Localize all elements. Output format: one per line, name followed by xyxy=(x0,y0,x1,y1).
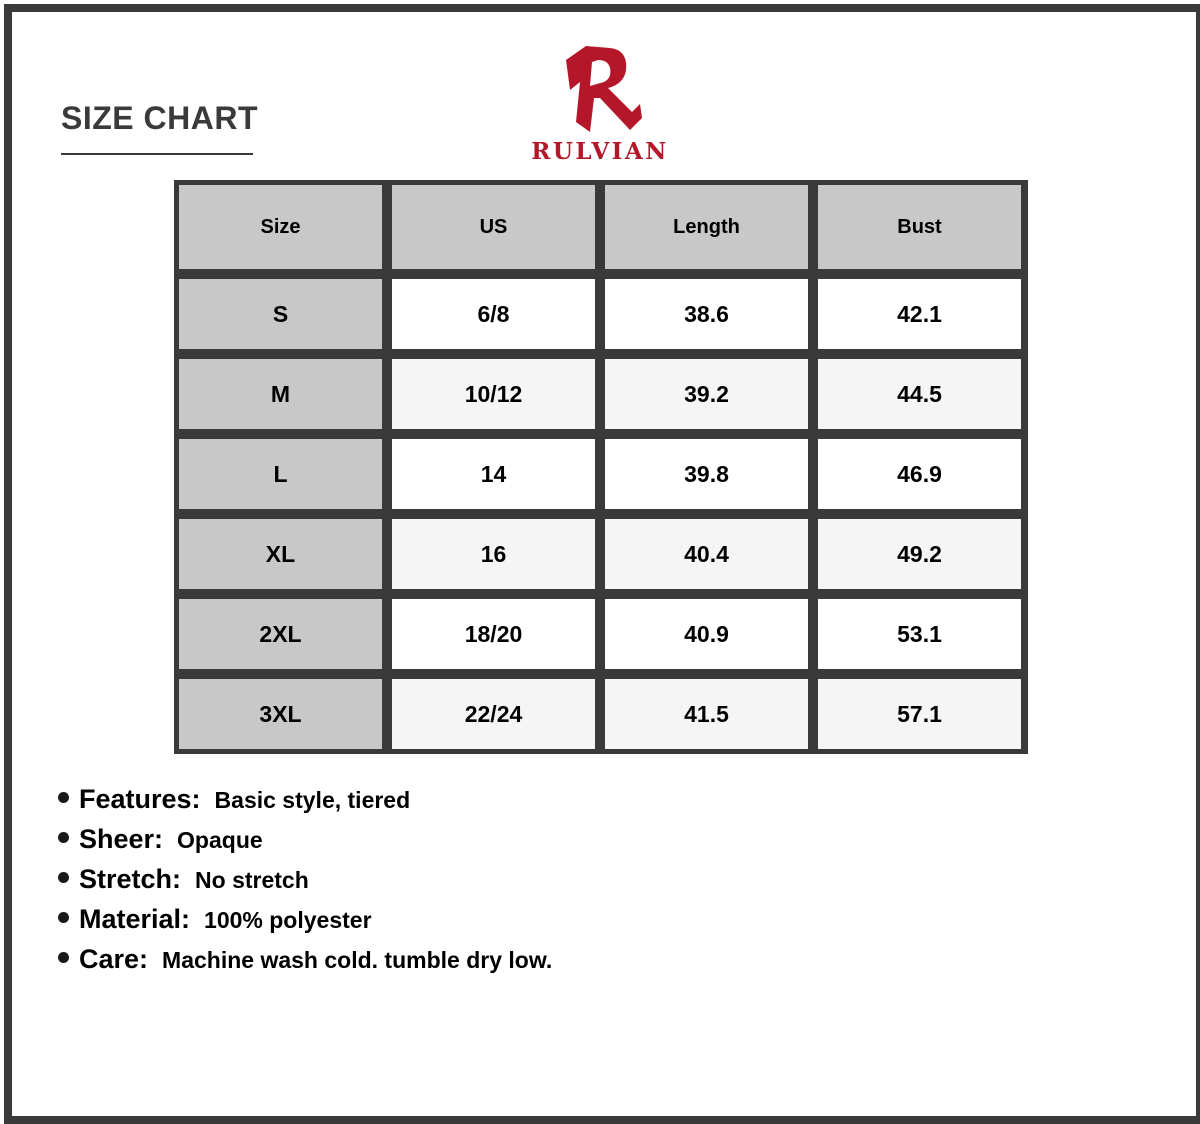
size-label-cell: 3XL xyxy=(179,679,382,749)
feature-value: No stretch xyxy=(195,867,309,893)
feature-label: Sheer: xyxy=(79,824,164,854)
feature-value: Opaque xyxy=(177,827,263,853)
table-cell-us: 14 xyxy=(392,439,595,509)
size-label-cell: 2XL xyxy=(179,599,382,669)
feature-label: Material: xyxy=(79,904,191,934)
feature-label: Care: xyxy=(79,944,149,974)
column-header-size: Size xyxy=(179,185,382,269)
table-cell-length: 38.6 xyxy=(605,279,808,349)
page-title: SIZE CHART xyxy=(61,100,258,136)
bullet-icon xyxy=(58,952,69,963)
table-cell-bust: 44.5 xyxy=(818,359,1021,429)
size-table xyxy=(174,180,1028,754)
table-cell-us: 22/24 xyxy=(392,679,595,749)
size-label-cell: S xyxy=(179,279,382,349)
table-cell-length: 39.8 xyxy=(605,439,808,509)
brand-name: RULVIAN xyxy=(531,138,669,165)
table-cell-bust: 53.1 xyxy=(818,599,1021,669)
bullet-icon xyxy=(58,912,69,923)
table-cell-bust: 49.2 xyxy=(818,519,1021,589)
feature-label: Features: xyxy=(79,784,201,814)
feature-item-material xyxy=(58,904,1058,944)
table-cell-length: 40.4 xyxy=(605,519,808,589)
size-label-cell: L xyxy=(179,439,382,509)
feature-value: Basic style, tiered xyxy=(214,787,411,813)
bullet-icon xyxy=(58,872,69,883)
table-cell-us: 10/12 xyxy=(392,359,595,429)
table-cell-length: 40.9 xyxy=(605,599,808,669)
feature-item-care xyxy=(58,944,1058,984)
size-label-cell: XL xyxy=(179,519,382,589)
feature-item-sheer xyxy=(58,824,1058,864)
bullet-icon xyxy=(58,832,69,843)
table-cell-us: 16 xyxy=(392,519,595,589)
table-cell-bust: 42.1 xyxy=(818,279,1021,349)
size-label-cell: M xyxy=(179,359,382,429)
bullet-icon xyxy=(58,792,69,803)
feature-value: 100% polyester xyxy=(204,907,372,933)
column-header-length: Length xyxy=(605,185,808,269)
feature-item-stretch xyxy=(58,864,1058,904)
table-cell-us: 18/20 xyxy=(392,599,595,669)
feature-label: Stretch: xyxy=(79,864,182,894)
table-cell-us: 6/8 xyxy=(392,279,595,349)
column-header-us: US xyxy=(392,185,595,269)
title-underline xyxy=(61,153,253,155)
feature-item-features xyxy=(58,784,1058,824)
brand-logo-icon xyxy=(560,42,644,134)
feature-value: Machine wash cold. tumble dry low. xyxy=(162,947,553,973)
table-cell-bust: 57.1 xyxy=(818,679,1021,749)
feature-list xyxy=(58,784,1058,984)
table-cell-length: 41.5 xyxy=(605,679,808,749)
table-cell-length: 39.2 xyxy=(605,359,808,429)
column-header-bust: Bust xyxy=(818,185,1021,269)
table-cell-bust: 46.9 xyxy=(818,439,1021,509)
